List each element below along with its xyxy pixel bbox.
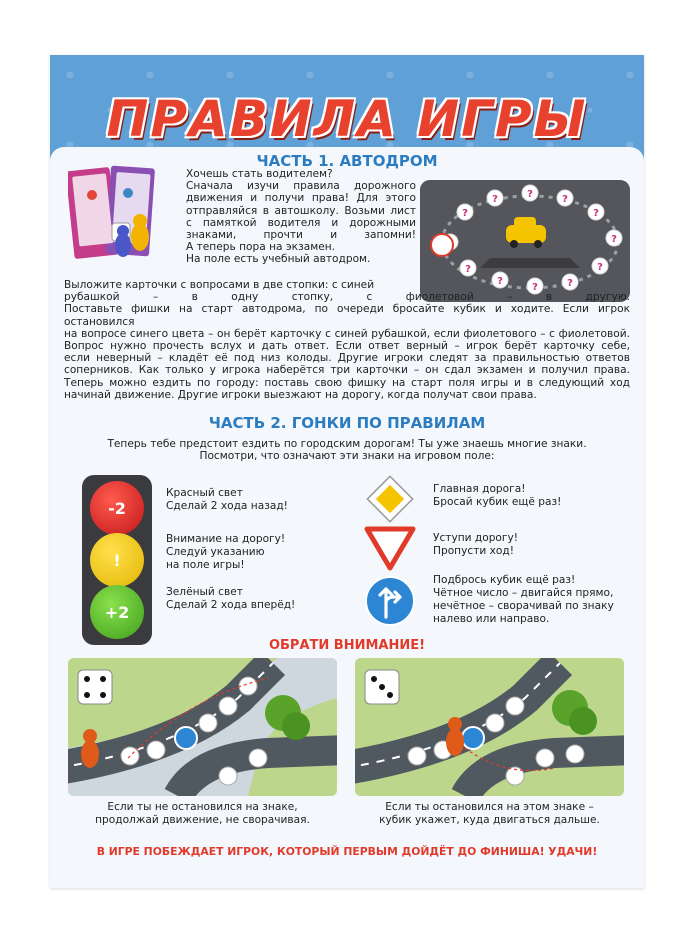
green-light-label: Зелёный свет Сделай 2 хода вперёд! <box>166 586 296 611</box>
svg-text:?: ? <box>465 264 471 275</box>
direction-sign-label: Подбрось кубик ещё раз! Чётное число – двигайся прямо, нечётное – сворачивай по знаку налево или направо. <box>433 574 614 625</box>
svg-text:?: ? <box>597 262 603 273</box>
intro-line: с памяткой водителя и дорожными <box>186 216 416 229</box>
example-board-right <box>355 658 624 796</box>
straight-or-right-sign-icon <box>364 575 416 627</box>
rules-line: начинай движение. Другие игроки выезжают на дорогу, когда получат свои права. <box>64 388 537 401</box>
example-board-left <box>68 658 337 796</box>
traffic-light-illustration <box>82 475 152 645</box>
board-left-illustration <box>68 658 337 796</box>
svg-text:?: ? <box>532 282 538 293</box>
intro-line: На поле есть учебный автодром. <box>186 253 371 266</box>
svg-text:?: ? <box>497 276 503 287</box>
part2-intro-line: Теперь тебе предстоит ездить по городским дорогам! Ты уже знаешь многие знаки. <box>107 438 587 450</box>
part1-heading: ЧАСТЬ 1. АВТОДРОМ <box>256 152 438 170</box>
rules-line: Вопрос нужно прочесть вслух и дать ответ. Если ответ верный – игрок берёт карточку себе, <box>64 340 630 353</box>
svg-text:?: ? <box>593 208 599 219</box>
rules-line: соперников. Как только у игрока наберётся три карточки – он сдал экзамен и получил права. <box>64 364 630 377</box>
main-road-label: Главная дорога! Бросай кубик ещё раз! <box>433 483 562 508</box>
part1-rules-block <box>64 279 630 401</box>
rules-line: Выложите карточки с вопросами в две стопки: с синей <box>64 279 375 291</box>
svg-text:?: ? <box>527 189 533 200</box>
intro-line: Сначала изучи правила дорожного <box>186 180 416 193</box>
rules-line: на вопросе синего цвета – он берёт карточку с синей рубашкой, если фиолетового – с фиолетовой. <box>64 327 630 340</box>
rules-sheet <box>50 55 644 888</box>
part2-intro <box>50 438 644 462</box>
yellow-light-icon: ! <box>90 533 144 587</box>
red-light-icon: -2 <box>90 481 144 535</box>
part2-intro-line: Посмотри, что означают эти знаки на игровом поле: <box>199 450 495 463</box>
attention-heading: ОБРАТИ ВНИМАНИЕ! <box>268 638 426 653</box>
green-light-icon: +2 <box>90 585 144 639</box>
intro-block <box>186 168 416 266</box>
page-title: ПРАВИЛА ИГРЫ <box>106 90 588 148</box>
main-road-sign-icon <box>366 475 414 523</box>
yield-label: Уступи дорогу! Пропусти ход! <box>433 532 518 557</box>
intro-line-question: Хочешь стать водителем? <box>186 168 333 180</box>
red-light-label: Красный свет Сделай 2 хода назад! <box>166 487 288 512</box>
rules-line: рубашкой – в одну стопку, с фиолетовой – в другую. <box>64 291 630 304</box>
part2-heading: ЧАСТЬ 2. ГОНКИ ПО ПРАВИЛАМ <box>208 414 486 432</box>
intro-line: А теперь пора на экзамен. <box>186 241 336 254</box>
svg-text:?: ? <box>492 194 498 205</box>
winner-footer: В ИГРЕ ПОБЕЖДАЕТ ИГРОК, КОТОРЫЙ ПЕРВЫМ ДОЙДЁТ ДО ФИНИША! УДАЧИ! <box>96 845 598 858</box>
rules-line: если неверный – кладёт её под низ колоды. Другие игроки следят за правильностью ответов <box>64 352 630 365</box>
rules-line: Поставьте фишки на старт автодрома, по очереди бросайте кубик и ходите. Если игрок остановился <box>64 303 630 328</box>
intro-line: знаками, прочти и запомни! <box>186 229 416 242</box>
svg-text:?: ? <box>562 194 568 205</box>
yield-sign-icon <box>364 525 416 571</box>
yellow-light-label: Внимание на дорогу! Следуй указанию на поле игры! <box>166 533 286 571</box>
rules-line: Теперь можно ездить по городу: поставь свою фишку на старт поля игры и в следующий ход <box>64 376 630 389</box>
intro-line: движения и получи права! Для этого <box>186 192 416 205</box>
board-right-illustration <box>355 658 624 796</box>
svg-text:?: ? <box>462 208 468 219</box>
caption-left: Если ты не остановился на знаке, продолжай движение, не сворачивая. <box>95 801 310 826</box>
cards-and-pieces-illustration <box>68 165 183 265</box>
svg-text:?: ? <box>567 278 573 289</box>
intro-line: отправляйся в автошколу. Возьми лист <box>186 204 416 217</box>
caption-right: Если ты остановился на этом знаке – кубик укажет, куда двигаться дальше. <box>379 801 600 826</box>
svg-text:?: ? <box>611 234 617 245</box>
